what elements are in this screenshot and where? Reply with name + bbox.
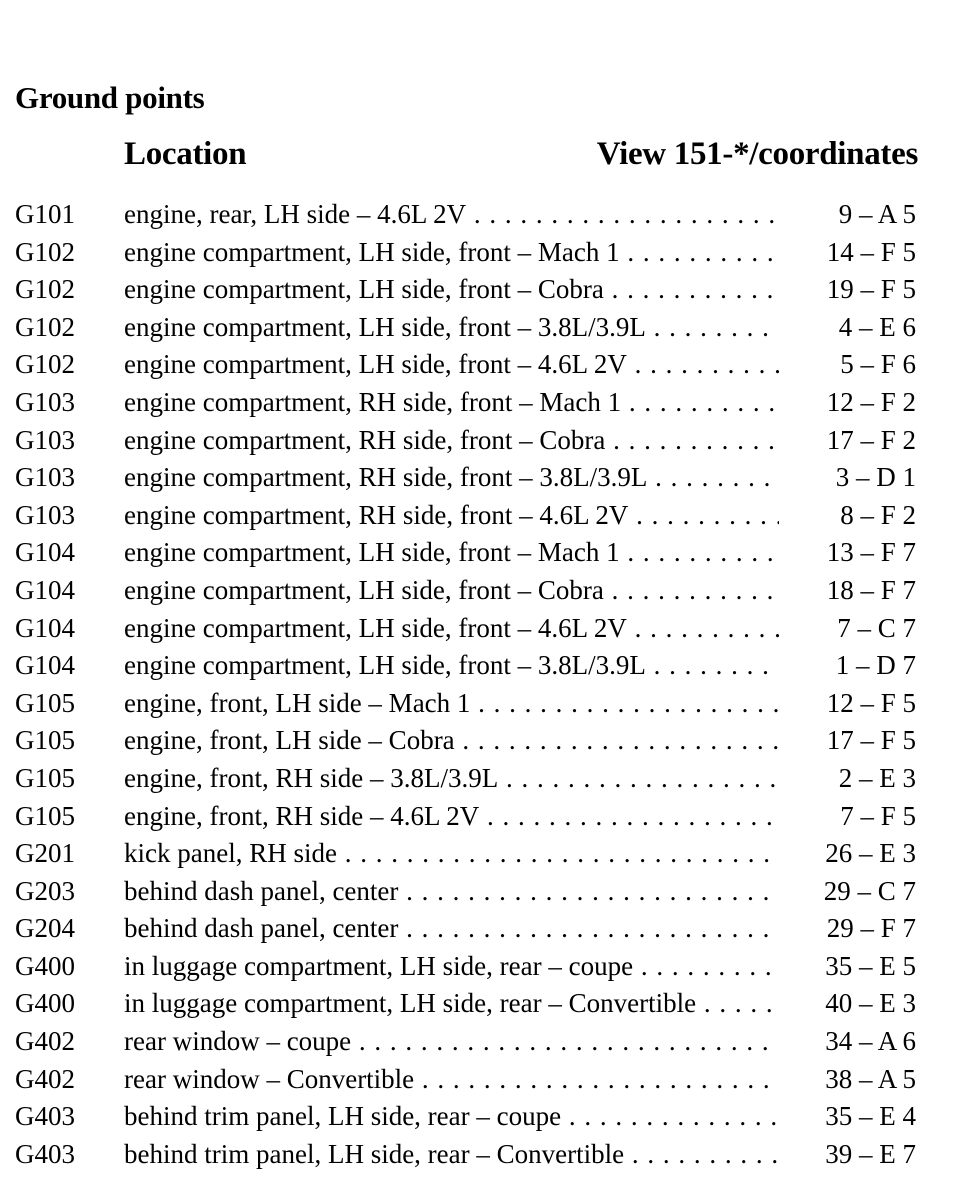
table-row [0, 459, 956, 497]
ground-point-location: engine compartment, LH side, front – Cobra . . . [124, 572, 779, 610]
ground-point-coordinates: 35 – E 5 [825, 950, 916, 981]
table-row [0, 985, 956, 1023]
ground-point-code: G402 [15, 1026, 75, 1057]
ground-point-location: engine compartment, RH side, front – 4.6L 2V . . . [124, 497, 779, 535]
ground-point-location: engine, rear, LH side – 4.6L 2V . . . [124, 196, 779, 234]
ground-point-location: rear window – coupe . . . [124, 1023, 779, 1061]
ground-point-coordinates: 5 – F 6 [840, 349, 916, 380]
ground-point-code: G400 [15, 950, 75, 981]
ground-point-code: G403 [15, 1138, 75, 1169]
table-row [0, 1061, 956, 1099]
ground-point-coordinates: 9 – A 5 [838, 199, 916, 229]
ground-point-location: engine compartment, RH side, front – 3.8L/3.9L . . . [124, 459, 779, 497]
ground-point-code: G105 [15, 725, 75, 756]
ground-point-location: engine compartment, LH side, front – 3.8L/3.9L . . . [124, 647, 779, 685]
ground-point-code: G102 [15, 349, 75, 380]
ground-point-location: behind dash panel, center . . . [124, 873, 779, 911]
ground-point-location: in luggage compartment, LH side, rear – coupe . . . [124, 948, 779, 986]
ground-point-coordinates: 8 – F 2 [840, 499, 916, 530]
ground-point-code: G101 [15, 199, 75, 229]
table-row [0, 610, 956, 648]
ground-point-coordinates: 3 – D 1 [835, 462, 916, 493]
ground-point-code: G102 [15, 274, 75, 305]
ground-point-location: engine, front, LH side – Mach 1 . . . [124, 685, 779, 723]
location-column-header: Location [124, 136, 247, 172]
ground-point-code: G103 [15, 386, 75, 417]
ground-point-coordinates: 35 – E 4 [825, 1101, 916, 1132]
ground-point-coordinates: 14 – F 5 [826, 236, 916, 267]
table-row [0, 647, 956, 685]
ground-point-location: engine compartment, LH side, front – Cobra . . . [124, 271, 779, 309]
table-row [0, 1023, 956, 1061]
ground-point-coordinates: 13 – F 7 [826, 537, 916, 568]
ground-point-code: G104 [15, 612, 75, 643]
ground-point-coordinates: 39 – E 7 [825, 1138, 916, 1169]
ground-point-code: G105 [15, 687, 75, 718]
ground-point-location: engine compartment, LH side, front – Mach 1 . . . [124, 534, 779, 572]
ground-point-coordinates: 29 – C 7 [823, 875, 916, 906]
ground-point-code: G204 [15, 913, 75, 944]
ground-point-location: engine, front, RH side – 3.8L/3.9L . . . [124, 760, 779, 798]
table-row [0, 685, 956, 723]
ground-point-location: engine compartment, LH side, front – Mach 1 . . . [124, 234, 779, 272]
ground-point-coordinates: 19 – F 5 [826, 274, 916, 305]
table-row [0, 497, 956, 535]
ground-point-code: G103 [15, 462, 75, 493]
ground-points-list [0, 196, 956, 1173]
table-row [0, 948, 956, 986]
table-row [0, 1136, 956, 1174]
table-row [0, 271, 956, 309]
ground-point-coordinates: 17 – F 5 [826, 725, 916, 756]
table-row [0, 346, 956, 384]
ground-point-location: in luggage compartment, LH side, rear – Convertible . . . [124, 985, 779, 1023]
ground-point-coordinates: 18 – F 7 [826, 574, 916, 605]
ground-point-coordinates: 26 – E 3 [825, 838, 916, 869]
ground-point-code: G105 [15, 762, 75, 793]
view-coordinates-column-header: View 151-*/coordinates [596, 136, 918, 172]
ground-point-location: behind trim panel, LH side, rear – Convertible . . . [124, 1136, 779, 1174]
ground-point-code: G203 [15, 875, 75, 906]
table-row [0, 835, 956, 873]
ground-point-location: engine compartment, RH side, front – Cobra . . . [124, 422, 779, 460]
ground-point-location: engine, front, LH side – Cobra . . . [124, 722, 779, 760]
table-row [0, 234, 956, 272]
ground-point-code: G104 [15, 574, 75, 605]
ground-point-location: rear window – Convertible . . . [124, 1061, 779, 1099]
ground-point-code: G104 [15, 650, 75, 681]
table-row [0, 910, 956, 948]
table-row [0, 572, 956, 610]
ground-point-coordinates: 29 – F 7 [826, 913, 916, 944]
ground-point-code: G403 [15, 1101, 75, 1132]
table-row [0, 760, 956, 798]
ground-point-code: G102 [15, 236, 75, 267]
table-row [0, 722, 956, 760]
ground-point-coordinates: 12 – F 2 [826, 386, 916, 417]
ground-point-code: G402 [15, 1063, 75, 1094]
ground-point-coordinates: 7 – C 7 [837, 612, 916, 643]
ground-point-location: engine compartment, RH side, front – Mach 1 . . . [124, 384, 779, 422]
ground-point-code: G201 [15, 838, 75, 869]
table-row [0, 534, 956, 572]
ground-point-code: G400 [15, 988, 75, 1019]
ground-point-coordinates: 2 – E 3 [838, 762, 916, 793]
ground-point-location: engine, front, RH side – 4.6L 2V . . . [124, 798, 779, 836]
table-row [0, 309, 956, 347]
ground-point-location: behind dash panel, center . . . [124, 910, 779, 948]
ground-point-code: G103 [15, 424, 75, 455]
table-row [0, 422, 956, 460]
ground-point-location: engine compartment, LH side, front – 4.6L 2V . . . [124, 610, 779, 648]
ground-point-code: G103 [15, 499, 75, 530]
ground-point-coordinates: 17 – F 2 [826, 424, 916, 455]
table-row [0, 798, 956, 836]
ground-point-location: behind trim panel, LH side, rear – coupe . . . [124, 1098, 779, 1136]
ground-point-code: G105 [15, 800, 75, 831]
ground-point-coordinates: 7 – F 5 [840, 800, 916, 831]
table-row [0, 196, 956, 234]
ground-point-coordinates: 12 – F 5 [826, 687, 916, 718]
table-row [0, 384, 956, 422]
table-row [0, 873, 956, 911]
ground-point-coordinates: 4 – E 6 [838, 311, 916, 342]
ground-point-coordinates: 1 – D 7 [835, 650, 916, 681]
ground-point-coordinates: 40 – E 3 [825, 988, 916, 1019]
ground-point-location: engine compartment, LH side, front – 3.8L/3.9L . . . [124, 309, 779, 347]
page-title: Ground points [15, 80, 205, 115]
ground-point-coordinates: 34 – A 6 [825, 1026, 916, 1057]
ground-point-code: G102 [15, 311, 75, 342]
ground-point-coordinates: 38 – A 5 [825, 1063, 916, 1094]
ground-point-location: engine compartment, LH side, front – 4.6L 2V . . . [124, 346, 779, 384]
table-row [0, 1098, 956, 1136]
ground-point-code: G104 [15, 537, 75, 568]
ground-point-location: kick panel, RH side . . . [124, 835, 779, 873]
